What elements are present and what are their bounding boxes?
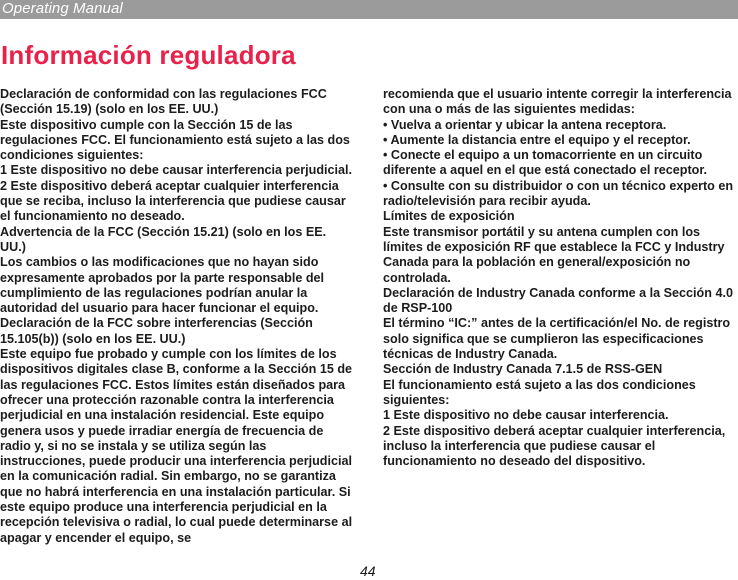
paragraph: recomienda que el usuario intente corregir la interferencia con una o más de las siguientes medidas: [383, 87, 732, 117]
section-heading: Sección de Industry Canada 7.1.5 de RSS-GEN [383, 362, 663, 377]
section-heading: Advertencia de la FCC (Sección 15.21) (solo en los EE. UU.) [0, 224, 327, 254]
paragraph: Este transmisor portátil y su antena cumplen con los límites de exposición RF que establece la FCC y Industry Canada para la población en general/exposición no controlada. [383, 224, 725, 285]
list-item: • Consulte con su distribuidor o con un técnico experto en radio/televisión para recibir ayuda. [383, 178, 734, 209]
list-item: • Conecte el equipo a un tomacorriente en un circuito diferente a aquel en el que está conectado el receptor. [383, 148, 708, 178]
paragraph: El funcionamiento está sujeto a las dos condiciones siguientes: [383, 377, 696, 407]
section-heading: Límites de exposición [383, 209, 515, 224]
section-heading: Declaración de la FCC sobre interferencias (Sección 15.105(b)) (solo en los EE. UU.) [0, 316, 313, 346]
list-item: • Vuelva a orientar y ubicar la antena receptora. [383, 117, 667, 132]
manual-label: Operating Manual [2, 0, 123, 17]
manual-header-bar [0, 0, 738, 19]
right-column [383, 87, 738, 469]
paragraph: 1 Este dispositivo no debe causar interferencia perjudicial. [0, 163, 353, 178]
left-column [0, 87, 354, 546]
paragraph: Este equipo fue probado y cumple con los límites de los dispositivos digitales clase B, conforme a la Sección 15 de las regulaciones FCC. Estos límites están diseñados para ofrecer una protección razonable contra la interferencia perjudicial en una instalación residencial. Este equipo genera usos y puede irradiar energía de frecuencia de radio y, si no se instala y se utiliza según las instrucciones, puede producir una interferencia perjudicial en la comunicación radial. Sin embargo, no se garantiza que no habrá interferencia en una instalación particular. Si este equipo produce una interferencia perjudicial en la recepción televisiva o radial, lo cual puede determinarse al apagar y encender el equipo, se [0, 347, 353, 545]
page-number: 44 [360, 563, 376, 579]
paragraph: 1 Este dispositivo no debe causar interferencia. [383, 408, 669, 423]
paragraph: 2 Este dispositivo deberá aceptar cualquier interferencia, incluso la interferencia que pudiese causar el funcionamiento no deseado del dispositivo. [383, 423, 726, 469]
page-title: Información reguladora [1, 40, 296, 70]
paragraph: Los cambios o las modificaciones que no hayan sido expresamente aprobados por la parte responsable del cumplimiento de las regulaciones podrían anular la autoridad del usuario para hacer funcionar el equipo. [0, 255, 325, 316]
list-item: • Aumente la distancia entre el equipo y el receptor. [383, 132, 691, 147]
paragraph: Este dispositivo cumple con la Sección 15 de las regulaciones FCC. El funcionamiento está sujeto a las dos condiciones siguientes: [0, 117, 350, 163]
section-heading: Declaración de conformidad con las regulaciones FCC (Sección 15.19) (solo en los EE. UU.) [0, 87, 327, 117]
paragraph: El término “IC:” antes de la certificación/el No. de registro solo significa que se cumplieron las especificaciones técnicas de Industry Canada. [383, 316, 731, 362]
paragraph: 2 Este dispositivo deberá aceptar cualquier interferencia que se reciba, incluso la interferencia que pudiese causar el funcionamiento no deseado. [0, 178, 346, 224]
section-heading: Declaración de Industry Canada conforme a la Sección 4.0 de RSP-100 [383, 285, 733, 316]
